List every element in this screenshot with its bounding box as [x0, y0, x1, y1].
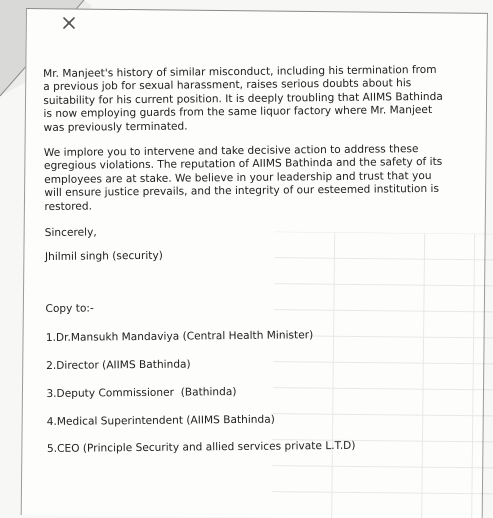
copy-recipient-3: 3.Deputy Commissioner (Bathinda): [46, 385, 237, 400]
closing-salutation: Sincerely,: [44, 226, 97, 240]
signature-name: Jhilmil singh (security): [44, 250, 163, 264]
paragraph-request-action: We implore you to intervene and take decisive action to address these egregious violations. The reputation of AIIMS Bathinda and the safety of its employees are at stake. We believe in your leadership and trust that you will ensure justice prevails, and the integrity of our esteemed institution is restored.: [43, 143, 443, 213]
paragraph-misconduct-history: Mr. Manjeet's history of similar misconduct, including his termination from a previous job for sexual harassment, raises serious doubts about his suitability for his current position. It is deeply troubling that AIIMS Bathinda is now employing guards from the same liquor factory where Mr. Manjeet was previously terminated.: [43, 63, 443, 134]
copy-to-heading: Copy to:-: [45, 302, 94, 315]
copy-recipient-5: 5.CEO (Principle Security and allied services private L.T.D): [46, 440, 356, 456]
copy-recipient-4: 4.Medical Superintendent (AIIMS Bathinda): [46, 413, 275, 428]
staple-pin-icon: [62, 16, 76, 32]
letter-body: [43, 64, 447, 471]
copy-recipient-1: 1.Dr.Mansukh Mandaviya (Central Health Minister): [45, 329, 314, 345]
copy-recipient-2: 2.Director (AIIMS Bathinda): [46, 358, 191, 373]
